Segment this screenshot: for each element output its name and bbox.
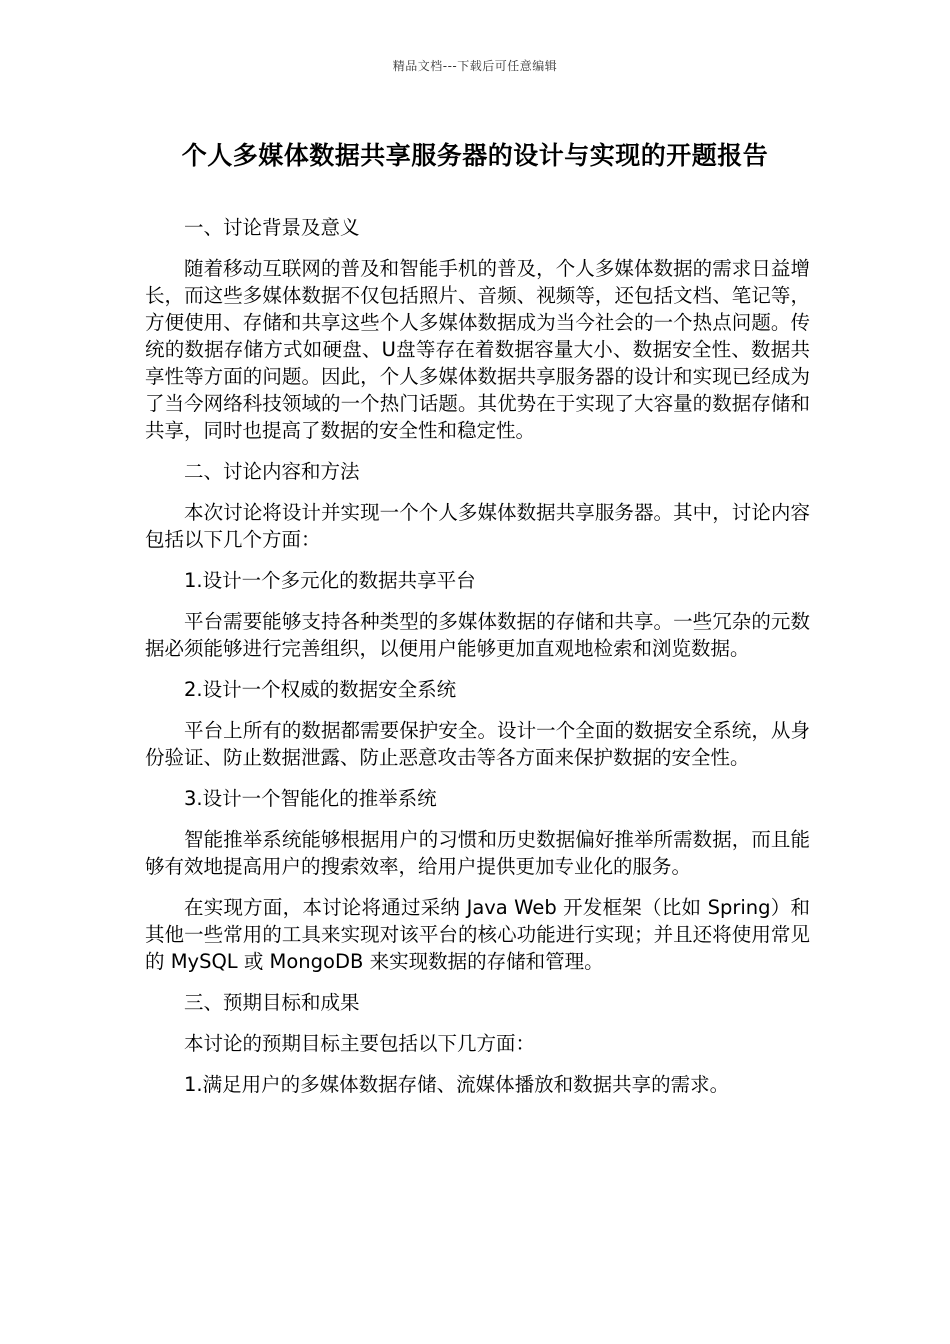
page-header-note: 精品文档---下载后可任意编辑	[392, 59, 558, 73]
paragraph-content-intro: 本次讨论将设计并实现一个个人多媒体数据共享服务器。其中，讨论内容包括以下几个方面：	[145, 501, 810, 551]
paragraph-sharing-platform: 平台需要能够支持各种类型的多媒体数据的存储和共享。一些冗杂的元数据必须能够进行完善组织，以便用户能够更加直观地检索和浏览数据。	[145, 610, 810, 660]
paragraph-goals-intro: 本讨论的预期目标主要包括以下几方面：	[184, 1032, 536, 1055]
section-heading-content-method: 二、讨论内容和方法	[184, 460, 360, 483]
paragraph-security-system: 平台上所有的数据都需要保护安全。设计一个全面的数据安全系统，从身份验证、防止数据泄露、防止恶意攻击等各方面来保护数据的安全性。	[145, 719, 810, 769]
subheading-sharing-platform: 1.设计一个多元化的数据共享平台	[184, 569, 476, 592]
document-title: 个人多媒体数据共享服务器的设计与实现的开题报告	[181, 141, 769, 170]
paragraph-implementation: 在实现方面，本讨论将通过采纳 Java Web 开发框架（比如 Spring）和其他一些常用的工具来实现对该平台的核心功能进行实现；并且还将使用常见的 MySQL 或 MongoDB 来实现数据的存储和管理。	[145, 896, 810, 973]
subheading-recommend-system: 3.设计一个智能化的推举系统	[184, 787, 437, 810]
section-heading-background: 一、讨论背景及意义	[184, 216, 360, 239]
subheading-security-system: 2.设计一个权威的数据安全系统	[184, 678, 457, 701]
paragraph-recommend-system: 智能推举系统能够根据用户的习惯和历史数据偏好推举所需数据，而且能够有效地提高用户的搜索效率，给用户提供更加专业化的服务。	[145, 828, 810, 878]
document-body	[145, 214, 810, 1112]
section-heading-goals: 三、预期目标和成果	[184, 991, 360, 1014]
goal-item-1: 1.满足用户的多媒体数据存储、流媒体播放和数据共享的需求。	[184, 1073, 730, 1096]
paragraph-background: 随着移动互联网的普及和智能手机的普及，个人多媒体数据的需求日益增长，而这些多媒体数据不仅包括照片、音频、视频等，还包括文档、笔记等，方便使用、存储和共享这些个人多媒体数据成为当今社会的一个热点问题。传统的数据存储方式如硬盘、U盘等存在着数据容量大小、数据安全性、数据共享性等方面的问题。因此，个人多媒体数据共享服务器的设计和实现已经成为了当今网络科技领域的一个热门话题。其优势在于实现了大容量的数据存储和共享，同时也提高了数据的安全性和稳定性。	[145, 257, 810, 442]
